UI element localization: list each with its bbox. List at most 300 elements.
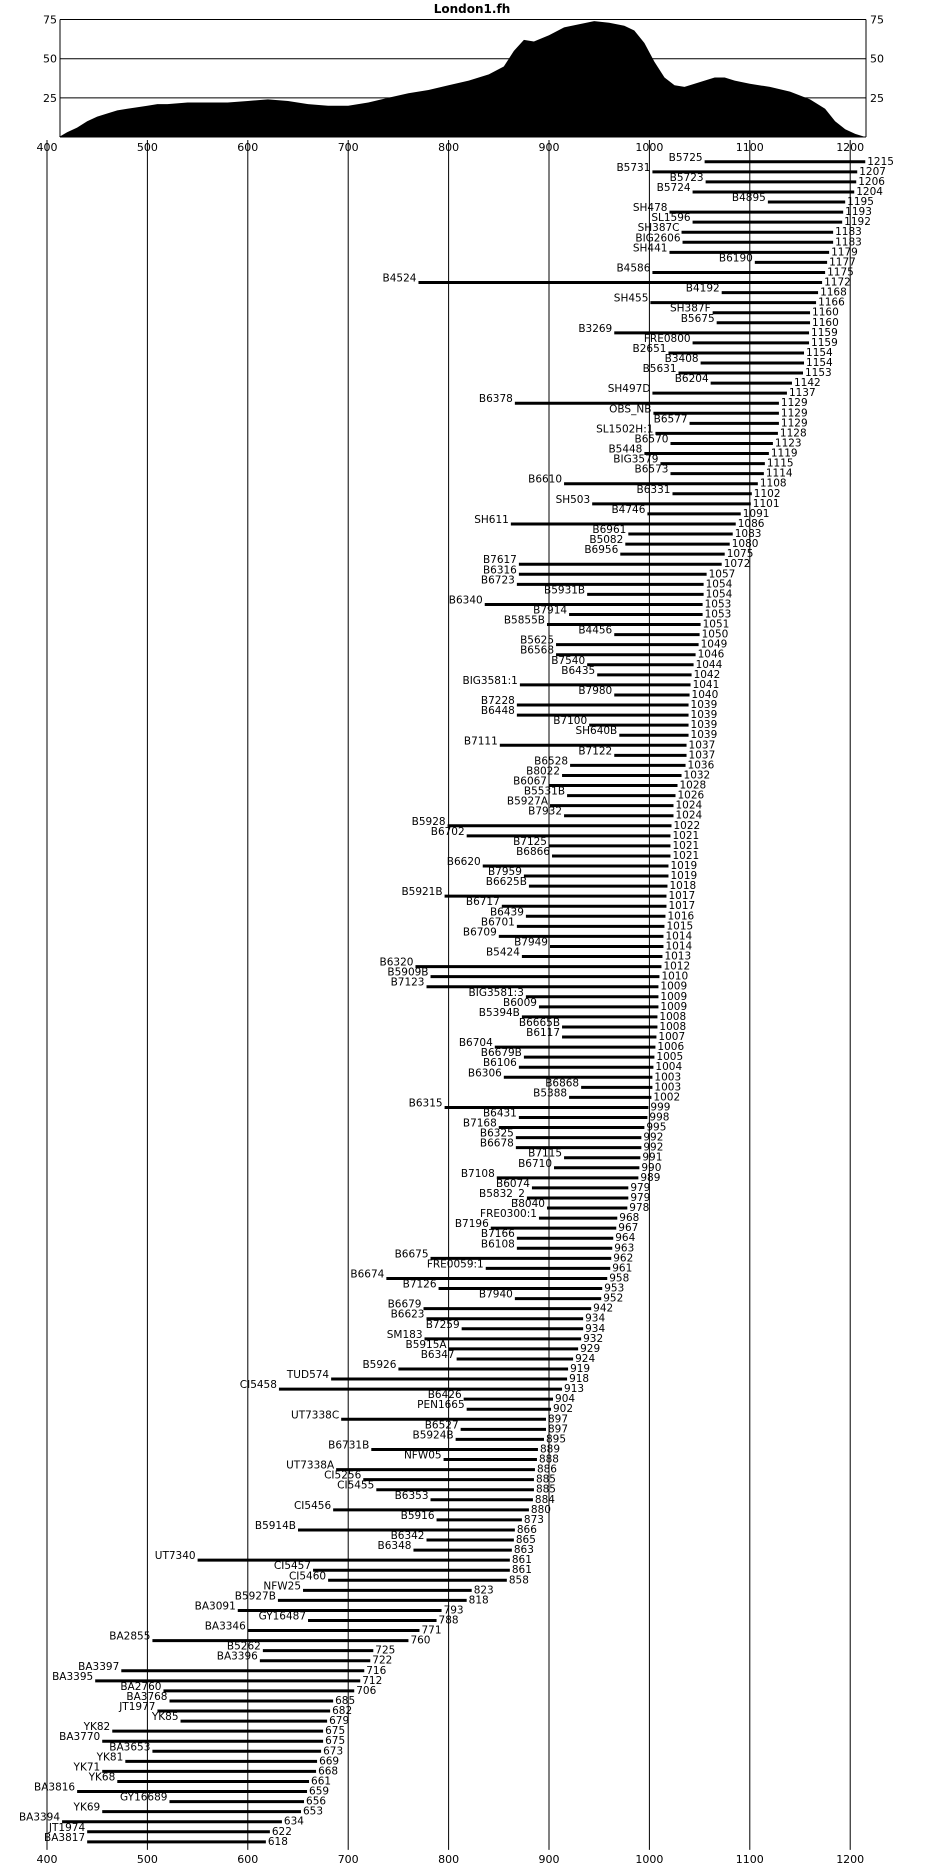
sample-label: B4746 [611,503,646,516]
sample-end-value: 998 [649,1111,670,1124]
sample-label: B6868 [545,1077,580,1090]
sample-end-value: 1051 [702,618,730,631]
sample-end-value: 1039 [690,719,718,732]
sample-label: B5855B [503,614,545,627]
sample-bar [34,1782,329,1798]
sample-label: B6961 [592,524,627,537]
sample-bar [59,1731,345,1747]
sample-end-value: 771 [421,1624,442,1637]
sample-end-value: 716 [366,1664,387,1677]
sample-label: B6956 [584,544,619,557]
x-axis-top-labels [37,141,865,154]
sample-label: BA2855 [109,1630,151,1643]
sample-end-value: 1053 [704,598,732,611]
sample-end-value: 886 [536,1463,557,1476]
sample-bar [78,1661,386,1677]
sample-label: B5725 [668,151,703,164]
sample-label: B7166 [480,1228,515,1241]
sample-label: SH503 [555,493,591,506]
sample-bar [490,906,695,922]
sample-end-value: 1206 [858,175,885,188]
sample-bar [426,1319,606,1335]
histogram-y-tick-right: 25 [870,91,884,105]
sample-bar [616,162,885,178]
sample-end-value: 1207 [859,165,886,178]
sample-label: CI5455 [337,1479,375,1492]
sample-label: B5394B [478,1006,520,1019]
sample-label: B5921B [401,886,443,899]
sample-end-value: 1204 [856,185,883,198]
sample-label: CI5457 [273,1560,312,1573]
sample-end-value: 673 [323,1745,344,1758]
sample-label: B5924B [412,1429,454,1442]
sample-bar [578,323,837,339]
sample-end-value: 1003 [654,1071,682,1084]
sample-bar [480,1138,663,1154]
sample-end-value: 1042 [693,668,721,681]
sample-end-value: 788 [438,1614,459,1627]
sample-end-value: 1039 [690,729,718,742]
sample-end-value: 1040 [691,688,719,701]
sample-end-value: 675 [325,1735,346,1748]
sample-end-value: 1050 [701,628,729,641]
sample-end-value: 1021 [672,849,700,862]
sample-bar [479,1188,650,1204]
sample-label: JT1977 [119,1701,156,1714]
sample-bar [52,1671,382,1687]
x-tick-label-bottom: 1200 [836,1852,865,1866]
sample-end-value: 990 [641,1161,662,1174]
sample-end-value: 1049 [700,638,728,651]
sample-label: CI5460 [288,1570,327,1583]
sample-label: B7108 [460,1167,495,1180]
sample-label: B6625B [485,876,527,889]
sample-end-value: 884 [534,1493,555,1506]
sample-end-value: 989 [640,1171,661,1184]
x-tick-label-bottom: 1000 [635,1852,664,1866]
sample-bar [409,1097,671,1113]
sample-label: B6527 [424,1419,459,1432]
sample-label: B6704 [458,1037,493,1050]
sample-end-value: 1195 [847,196,874,209]
sample-label: BA3653 [109,1741,151,1754]
sample-label: B5262 [226,1640,261,1653]
sample-end-value: 1005 [656,1051,684,1064]
sample-bar [151,1711,349,1727]
sample-end-value: 668 [318,1765,339,1778]
sample-bar [614,293,845,309]
sample-label: BA3768 [126,1690,168,1703]
sample-end-value: 634 [283,1815,304,1828]
sample-end-value: 1183 [835,226,862,239]
sample-label: B5832_2 [479,1187,525,1200]
sample-label: B5448 [608,443,643,456]
sample-end-value: 1019 [670,870,698,883]
sample-label: B6679B [480,1047,522,1060]
sample-end-value: 1142 [793,377,821,390]
sample-label: B6347 [420,1348,455,1361]
sample-label: B5927A [506,795,549,808]
sample-bar [504,615,729,631]
sample-label: B6623 [390,1308,425,1321]
sample-bar [263,1580,493,1596]
sample-end-value: 1007 [658,1031,686,1044]
x-tick-label-top: 1100 [735,141,764,154]
sample-end-value: 1129 [780,407,808,420]
sample-label: YK82 [83,1721,111,1734]
sample-label: B7122 [578,745,613,758]
sample-label: B7617 [482,554,517,567]
sample-end-value: 1015 [666,920,694,933]
sample-bar [44,1832,288,1848]
sample-end-value: 1022 [673,819,701,832]
sample-label: B6108 [480,1238,515,1251]
sample-label: B6320 [379,956,414,969]
sample-label: SM183 [386,1328,423,1341]
sample-end-value: 1166 [818,296,845,309]
sample-label: SH441 [632,242,668,255]
sample-end-value: 1017 [668,900,696,913]
sample-label: B6528 [534,755,569,768]
sample-end-value: 1159 [811,336,838,349]
sample-bar [404,1450,559,1466]
sample-bar [387,967,688,983]
sample-label: BA3395 [52,1670,94,1683]
sample-end-value: 1032 [683,769,711,782]
sample-end-value: 961 [612,1262,633,1275]
sample-label: B6431 [482,1107,517,1120]
sample-bar [155,1550,532,1566]
sample-bar [483,1108,669,1124]
sample-end-value: 1159 [811,326,838,339]
sample-end-value: 1128 [779,427,807,440]
sample-end-value: 1177 [829,256,856,269]
sample-end-value: 1137 [788,387,816,400]
sample-label: B6331 [636,483,671,496]
sample-end-value: 1008 [659,1010,687,1023]
sample-label: B5914B [254,1519,296,1532]
sample-end-value: 675 [325,1725,346,1738]
sample-label: YK68 [88,1771,116,1784]
x-tick-label-bottom: 1100 [735,1852,764,1866]
sample-label: BA3396 [216,1650,258,1663]
sample-label: B7949 [514,936,549,949]
sample-label: B5927B [234,1590,276,1603]
sample-end-value: 1168 [820,286,847,299]
sample-end-value: 1193 [845,206,872,219]
sample-end-value: 880 [530,1503,551,1516]
sample-label: OBS_NB [609,403,652,416]
sample-end-value: 1016 [667,910,695,923]
sample-end-value: 1039 [690,709,718,722]
x-tick-label-top: 1000 [635,141,664,154]
sample-label: B6439 [489,906,524,919]
sample-end-value: 1172 [824,276,851,289]
sample-label: B4192 [685,282,720,295]
sample-label: B6204 [674,373,709,386]
sample-bar [609,403,808,419]
sample-label: UT7338C [291,1409,340,1422]
sample-bar [88,1771,331,1787]
sample-bar [403,1279,625,1295]
x-gridlines [47,140,850,1850]
sample-bar [126,1691,355,1707]
sample-end-value: 964 [615,1232,636,1245]
sample-end-value: 618 [267,1835,288,1848]
sample-bar [670,172,886,188]
sample-end-value: 1021 [672,839,700,852]
sample-label: B5931B [544,584,586,597]
sample-label: BA3770 [59,1731,101,1744]
sample-end-value: 1101 [752,497,780,510]
sample-label: B5082 [589,534,624,547]
sample-end-value: 725 [375,1644,396,1657]
sample-label: B7932 [528,805,563,818]
sample-label: B6709 [462,926,497,939]
sample-label: BA3397 [78,1660,120,1673]
x-tick-label-top: 900 [538,141,560,154]
sample-bar [483,564,735,580]
x-tick-label-bottom: 400 [36,1852,58,1866]
x-tick-label-bottom: 800 [438,1852,460,1866]
histogram-area [59,21,865,137]
sample-label: SH478 [632,202,668,215]
sample-label: B7540 [551,654,586,667]
sample-label: B7168 [462,1117,497,1130]
sample-label: B4456 [578,624,613,637]
sample-end-value: 979 [630,1181,651,1194]
sample-label: B6679 [387,1298,422,1311]
sample-end-value: 902 [553,1403,574,1416]
sample-label: SH455 [613,292,649,305]
sample-bar [427,1258,632,1274]
sample-bar [633,343,834,359]
x-tick-label-bottom: 900 [538,1852,560,1866]
sample-label: B5631 [642,363,677,376]
sample-end-value: 967 [618,1222,639,1235]
sample-label: B7115 [528,1147,563,1160]
sample-label: JT1974 [48,1821,86,1834]
sample-label: B2651 [632,342,667,355]
histogram-y-tick-left: 25 [43,91,57,105]
sample-label: SL1596 [651,212,691,225]
sample-end-value: 1019 [670,860,698,872]
sample-end-value: 889 [539,1443,561,1456]
sample-end-value: 1046 [697,648,725,661]
sample-end-value: 978 [629,1202,650,1215]
sample-label: FRE0300:1 [480,1208,537,1221]
sample-end-value: 992 [643,1131,664,1144]
sample-bar [350,1268,629,1284]
sample-end-value: 622 [271,1825,292,1838]
sample-label: B6577 [653,413,688,426]
sample-end-value: 1041 [692,678,720,691]
sample-bar [479,1007,686,1023]
sample-bar [195,1600,464,1616]
sample-end-value: 963 [614,1242,635,1255]
sample-end-value: 888 [538,1453,559,1466]
sample-end-value: 760 [410,1634,431,1647]
sample-label: PEN1665 [417,1399,465,1412]
sample-end-value: 1080 [731,538,759,551]
sample-label: B6316 [482,564,517,577]
sample-label: B7196 [454,1218,489,1231]
sample-label: BA3817 [44,1831,86,1844]
histogram-y-tick-right: 75 [870,13,884,27]
sample-end-value: 1160 [812,306,839,319]
sample-label: CI5456 [293,1499,332,1512]
sample-label: B6702 [430,825,465,838]
sample-end-value: 1028 [679,779,707,792]
sample-label: B6325 [479,1127,514,1140]
sample-label: B5531B [523,785,566,798]
sample-label: B6573 [634,463,669,476]
sample-label: BA2760 [120,1680,162,1693]
sample-bar [483,1057,683,1073]
sample-end-value: 968 [619,1212,640,1225]
sample-label: B6674 [350,1268,385,1281]
sample-end-value: 1003 [654,1081,682,1094]
sample-end-value: 1044 [695,658,723,671]
sample-bar [431,826,699,842]
sample-end-value: 1129 [780,417,808,430]
sample-end-value: 1160 [812,316,839,329]
sample-bar [96,1751,339,1767]
sample-end-value: 904 [555,1393,576,1406]
sample-bar [463,926,693,942]
sample-label: B6378 [478,393,513,406]
sample-end-value: 858 [508,1574,529,1587]
sample-end-value: 1108 [759,477,787,490]
sample-end-value: 1002 [653,1091,681,1104]
sample-end-value: 1154 [806,346,833,359]
sample-end-value: 1036 [687,759,715,772]
sample-end-value: 1183 [835,236,862,249]
sample-label: B6306 [467,1067,502,1080]
sample-label: B6866 [516,845,551,858]
sample-label: FRE0059:1 [426,1258,484,1271]
sample-end-value: 1004 [655,1061,683,1074]
sample-end-value: 924 [575,1352,596,1365]
sample-label: B5724 [656,181,691,194]
sample-label: B5926 [362,1359,397,1371]
sample-end-value: 1129 [780,397,808,410]
sample-label: B5916 [400,1509,435,1522]
sample-end-value: 1014 [665,930,693,943]
sample-end-value: 1086 [737,517,765,530]
sample-label: B6009 [503,996,537,1009]
sample-label: BIG3581:1 [462,674,518,687]
sample-label: B6723 [480,574,515,587]
sample-end-value: 656 [306,1795,327,1808]
sample-end-value: 679 [329,1715,350,1728]
sample-label: SH387F [669,302,711,315]
sample-label: B7259 [425,1318,460,1331]
sample-bar [447,856,697,872]
sample-end-value: 1119 [770,447,798,460]
sample-end-value: 1037 [688,749,716,762]
sample-end-value: 958 [609,1272,630,1285]
sample-end-value: 999 [650,1101,671,1114]
sample-end-value: 712 [362,1674,383,1687]
sample-end-value: 1009 [660,980,688,993]
sample-end-value: 1075 [726,548,754,561]
sample-label: B7228 [480,695,515,708]
sample-end-value: 1192 [844,216,871,229]
sample-end-value: 722 [372,1654,393,1667]
sample-bar [120,1792,326,1808]
sample-bar [469,987,688,1003]
sample-bar [391,977,688,993]
sample-bar [109,1741,343,1757]
sample-label: SL1502H:1 [596,423,654,436]
sample-label: B7959 [487,866,522,879]
sample-end-value: 1123 [774,437,802,450]
histogram-y-tick-right: 50 [870,52,884,66]
sample-label: B6717 [465,896,500,909]
sample-end-value: 818 [468,1594,489,1607]
sample-label: BIG3579 [613,453,659,466]
sample-end-value: 682 [332,1705,353,1718]
sample-label: B6348 [377,1540,412,1553]
sample-label: B5388 [533,1087,568,1100]
sample-end-value: 1053 [704,608,732,621]
sample-label: B7940 [478,1288,513,1301]
sample-end-value: 1021 [672,829,700,842]
sample-label: B6568 [520,644,555,657]
sample-end-value: 934 [585,1312,606,1325]
sample-label: GY16689 [120,1791,168,1804]
sample-label: B6448 [480,705,515,718]
sample-label: B6117 [526,1027,561,1040]
sample-end-value: 895 [545,1433,567,1446]
chart-title: London1.fh [433,2,511,16]
sample-label: B5915A [405,1338,447,1351]
sample-label: UT7340 [154,1550,196,1563]
sample-label: B4895 [731,192,766,205]
sample-end-value: 1153 [805,367,832,380]
sample-label: B6731B [328,1439,370,1452]
sample-bar [481,695,717,711]
sample-end-value: 863 [513,1544,534,1557]
sample-end-value: 1154 [806,357,833,369]
sample-label: FRE0800 [643,332,691,345]
sample-label: B6620 [446,856,481,868]
sample-label: B5625 [520,634,555,647]
sample-label: B7126 [402,1278,437,1291]
sample-label: B7125 [513,835,547,848]
sample-label: SH640B [575,725,618,738]
sample-bar [328,1439,560,1455]
x-tick-label-top: 700 [337,141,359,154]
histogram-y-tick-left: 75 [43,13,57,27]
x-tick-label-top: 800 [438,141,460,154]
sample-end-value: 932 [583,1332,604,1345]
sample-label: B6106 [482,1057,517,1070]
sample-end-value: 942 [593,1302,614,1315]
sample-end-value: 1054 [705,588,733,601]
sample-label: BIG3581:3 [468,986,524,999]
sample-bar [240,1379,584,1395]
sample-bar [286,1369,589,1385]
sample-label: YK85 [151,1711,179,1724]
sample-bar [481,916,693,932]
sample-end-value: 1014 [665,940,693,953]
sample-label: B5723 [669,171,704,184]
sample-end-value: 659 [309,1785,330,1798]
sample-label: B3269 [578,322,613,335]
sample-label: B6342 [390,1530,425,1543]
